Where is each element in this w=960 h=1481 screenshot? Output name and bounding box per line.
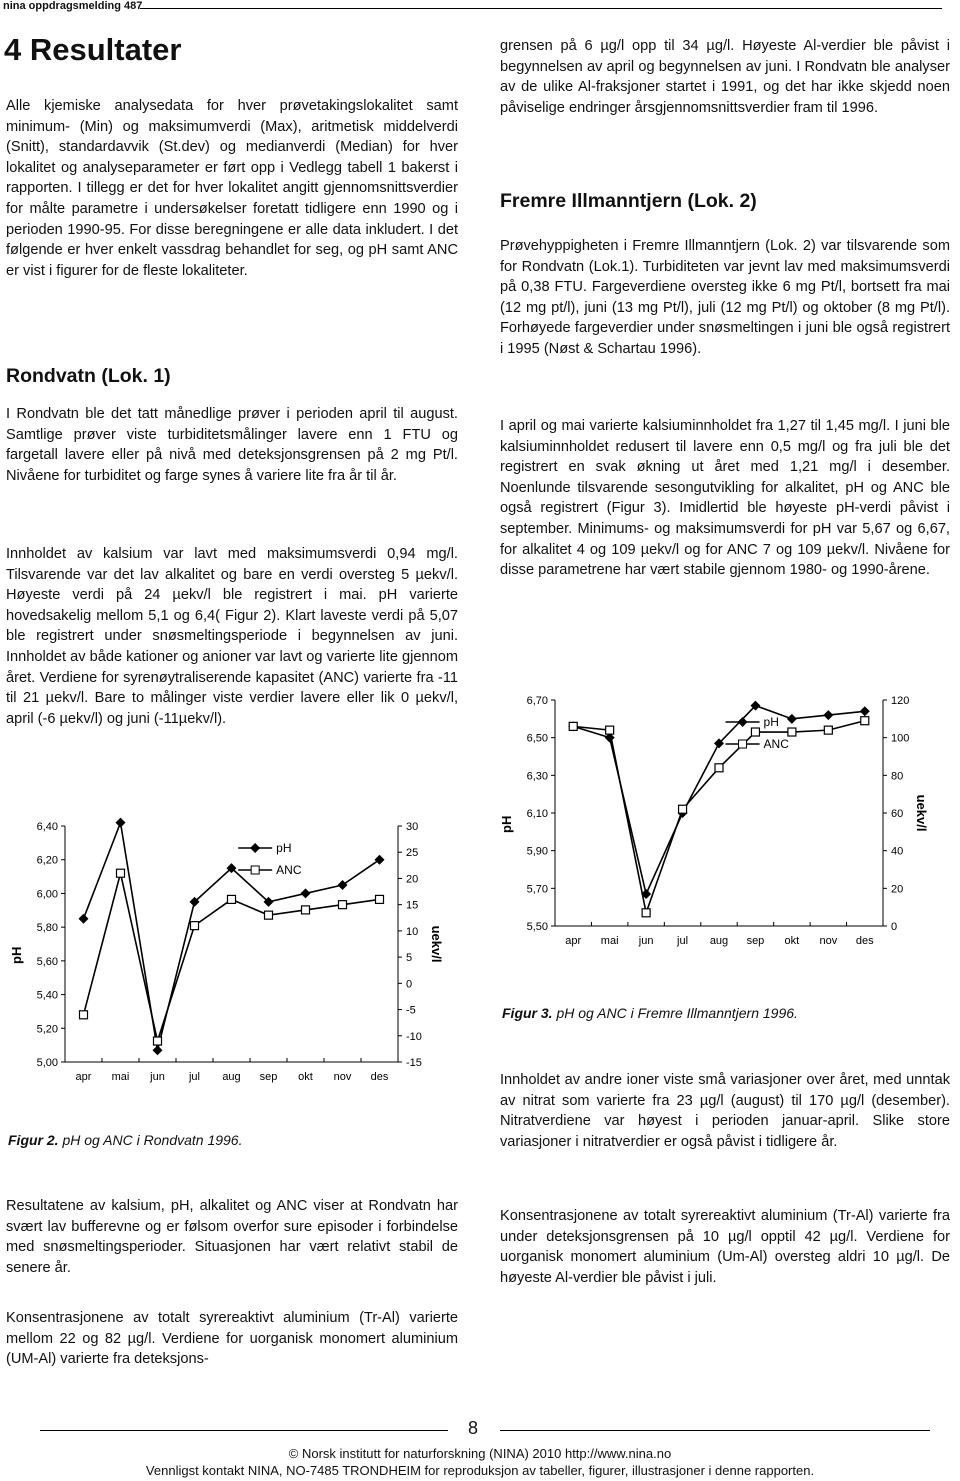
data-point-anc (715, 764, 723, 772)
y-tick-label: 6,30 (526, 770, 548, 783)
left-para2-block (6, 544, 458, 729)
y2-tick-label: 5 (406, 952, 413, 965)
right-para4-block (500, 1206, 950, 1288)
section-title-rondvatn: Rondvatn (Lok. 1) (6, 365, 171, 387)
y2-tick-label: 40 (891, 845, 904, 858)
y-tick-label: 5,80 (36, 922, 58, 935)
data-point-anc (339, 901, 347, 909)
y-tick-label: 5,90 (526, 845, 548, 858)
y2-tick-label: 20 (891, 883, 904, 896)
x-tick-label: jul (677, 935, 689, 947)
legend-marker (738, 717, 748, 727)
right-para3-block (500, 1070, 950, 1152)
data-point-anc (861, 717, 869, 725)
x-tick-label: mai (600, 935, 619, 947)
intro-paragraph: Alle kjemiske analysedata for hver prøvetakingslokalitet samt minimum- (Min) og maksimumverdi (Max), aritmetisk middelverdi (Snitt), standardavvik (St.dev) og medianverdi (Median) for hver lokalitet og analyseparameter er ført opp i Vedlegg tabell 1 bakerst i rapporten. I tillegg er det for hver lokalitet angitt gjennomsnittsverdier for målte parametre i undersøkelser foretatt tidligere enn 1990 og i perioden 1990-95. For disse beregningene er alle data inkludert. I det følgende er hver enkelt vassdrag behandlet for seg, og pH samt ANC er vist i figurer for de fleste lokaliteter. (6, 98, 458, 279)
x-tick-label: jun (150, 1071, 165, 1083)
data-point-anc (154, 1037, 162, 1045)
y2-tick-label: -15 (406, 1057, 422, 1069)
legend-marker (251, 866, 259, 874)
data-point-anc (191, 922, 199, 930)
data-point-anc (228, 895, 236, 903)
left-para4-block (6, 1308, 458, 1370)
x-tick-label: jun (638, 935, 654, 947)
figure-2-label: Figur 2. (8, 1132, 59, 1148)
figure-3-chart (495, 686, 955, 976)
data-point-anc (751, 728, 759, 736)
right-para1-block (500, 236, 950, 360)
y2-tick-label: 80 (891, 770, 904, 783)
footer-contact: Vennligst kontakt NINA, NO-7485 TRONDHEIM for reproduksjon av tabeller, figurer, illustrasjoner i denne rapporten. (145, 1463, 815, 1478)
y2-tick-label: 20 (406, 873, 419, 886)
y2-tick-label: 60 (891, 808, 904, 820)
data-point-ph (860, 706, 870, 716)
legend-marker (250, 843, 260, 853)
y2-tick-label: 10 (406, 925, 419, 938)
y2-tick-label: 120 (891, 695, 910, 707)
data-point-ph (79, 914, 89, 924)
x-tick-label: des (370, 1071, 389, 1083)
data-point-anc (376, 895, 384, 903)
fremre-paragraph-4: Konsentrasjonene av totalt syrereaktivt aluminium (Tr-Al) varierte fra under deteksjonsgrensen på 10 µg/l opptil 42 µg/l. Verdiene for uorganisk monomert aluminium (Um-Al) oversteg aldri 10 µg/l. De høyeste Al-verdier ble påvist i juli. (500, 1208, 950, 1286)
figure-3-caption (502, 1005, 798, 1021)
x-tick-label: okt (784, 935, 800, 947)
page-number-rule-left (40, 1430, 448, 1431)
data-point-ph (787, 714, 797, 724)
legend-label: ANC (763, 737, 789, 751)
x-tick-label: aug (222, 1071, 241, 1083)
y2-axis-label: uekv/l (914, 794, 929, 832)
y2-tick-label: 100 (891, 732, 910, 745)
x-tick-label: sep (259, 1071, 278, 1083)
data-point-anc (642, 909, 650, 917)
fremre-paragraph-2: I april og mai varierte kalsiuminnholdet fra 1,27 til 1,45 mg/l. I juni ble kalsiuminnholdet redusert til lavere enn 0,5 mg/l og fra juli ble det registrert en svak økning ut året med 1,21 mg/l i desember. Noenlunde tilsvarende sesongutvikling for alkalitet, pH og ANC ble også registrert (Figur 3). Imidlertid ble høyeste pH-verdi påvist i september. Minimums- og maksimumsverdi for pH var 5,67 og 6,67, for alkalitet 4 og 109 µekv/l og for ANC 7 og 109 µekv/l. Nivåene for disse parametrene har vært stabile gjennom 1980- og 1990-årene. (500, 418, 950, 579)
y2-axis-label: uekv/l (429, 925, 444, 963)
y-tick-label: 6,20 (36, 854, 58, 867)
data-point-anc (606, 726, 614, 734)
y2-tick-label: 25 (406, 847, 419, 860)
figure-2-text: pH og ANC i Rondvatn 1996. (62, 1132, 243, 1148)
page-number: 8 (468, 1418, 479, 1438)
y-axis-label: pH (499, 815, 514, 833)
data-point-anc (824, 726, 832, 734)
header-rule (140, 8, 942, 9)
y2-tick-label: 0 (891, 921, 898, 933)
legend-label: ANC (276, 863, 302, 877)
y-tick-label: 5,00 (36, 1057, 58, 1069)
page-number-rule-right (500, 1430, 930, 1431)
legend-label: pH (763, 715, 779, 729)
x-tick-label: aug (709, 935, 729, 947)
rondvatn-paragraph-4: Konsentrasjonene av totalt syrereaktivt aluminium (Tr-Al) varierte mellom 22 og 82 µg/l. Verdiene for uorganisk monomert aluminium (UM-Al) varierte fra deteksjons- (6, 1310, 458, 1368)
fremre-paragraph-1: Prøvehyppigheten i Fremre Illmanntjern (Lok. 2) var tilsvarende som for Rondvatn (Lok.1). Turbiditeten var jevnt lav med maksimumsverdi på 0,38 FTU. Fargeverdiene oversteg ikke 6 mg Pt/l, bortsett fra mai (12 mg pt/l), juni (13 mg Pt/l), juli (12 mg Pt/l) og oktober (8 mg Pt/l). Forhøyede fargeverdier under snøsmeltingen i juni ble også registrert i 1995 (Nøst & Schartau 1996). (500, 238, 950, 357)
y2-tick-label: 30 (406, 821, 419, 833)
left-para3-block (6, 1196, 458, 1278)
data-point-anc (569, 722, 577, 730)
legend-marker (739, 740, 747, 748)
x-tick-label: nov (819, 935, 838, 947)
x-tick-label: okt (298, 1071, 313, 1083)
y2-tick-label: 0 (406, 978, 413, 991)
left-intro (6, 96, 458, 281)
fremre-paragraph-3: Innholdet av andre ioner viste små variasjoner over året, med unntak av nitrat som varierte fra 23 µg/l (august) til 170 µg/l (desember). Nitratverdiene var høyest i perioden januar-april. Slike store variasjoner i nitratverdier er også påvist i tidligere år. (500, 1072, 950, 1150)
y-tick-label: 5,40 (36, 989, 58, 1002)
y-tick-label: 6,50 (526, 732, 548, 745)
series-line-anc (573, 721, 865, 913)
y-tick-label: 5,50 (526, 921, 548, 933)
running-header: nina oppdragsmelding 487 (3, 0, 143, 12)
x-tick-label: apr (565, 935, 582, 947)
rondvatn-paragraph-1: I Rondvatn ble det tatt månedlige prøver i perioden april til august. Samtlige prøver viste turbiditetsmålinger lavere enn 1 FTU og fargetall lavere eller på nivå med deteksjonsgrensen på 2 mg Pt/l. Nivåene for turbiditet og farge synes å variere lite fra år til år. (6, 406, 458, 484)
figure-3-label: Figur 3. (502, 1005, 553, 1021)
series-line-ph (573, 706, 865, 894)
figure-2-chart (0, 812, 470, 1102)
footer-copyright: © Norsk institutt for naturforskning (NINA) 2010 http://www.nina.no (288, 1446, 672, 1461)
y-tick-label: 5,70 (526, 883, 548, 896)
rondvatn-paragraph-2: Innholdet av kalsium var lavt med maksimumsverdi 0,94 mg/l. Tilsvarende var det lav alkalitet og bare en verdi oversteg 5 µekv/l. Høyeste verdi på 24 µekv/l ble registrert i mai. pH varierte hovedsakelig mellom 5,1 og 6,4( Figur 2). Klart laveste verdi på 5,07 ble registrert under snøsmeltingsperiode i begynnelsen av juni. Innholdet av både kationer og anioner var lavt og varierte lite gjennom året. Verdiene for syrenøytraliserende kapasitet (ANC) varierte fra -11 til 21 µekv/l. Bare to målinger viste verdier lavere eller lik 0 µekv/l, april (-6 µekv/l) og juni (-11µekv/l). (6, 546, 458, 727)
y2-tick-label: -10 (406, 1030, 422, 1043)
data-point-anc (679, 805, 687, 813)
left-para1-block (6, 404, 458, 486)
continued-paragraph: grensen på 6 µg/l opp til 34 µg/l. Høyeste Al-verdier ble påvist i begynnelsen av april og begynnelsen av juni. I Rondvatn ble analyser av de ulike Al-fraksjoner startet i 1991, og det har ikke skjedd noen påviselige endringer årsgjennomsnittsverdier fram til 1996. (500, 38, 950, 116)
x-tick-label: apr (75, 1071, 92, 1083)
series-line-ph (84, 823, 380, 1051)
figure-2-caption (8, 1132, 242, 1148)
y2-tick-label: -5 (406, 1004, 416, 1017)
data-point-anc (80, 1011, 88, 1019)
y-tick-label: 6,40 (36, 821, 58, 833)
data-point-anc (265, 911, 273, 919)
data-point-ph (116, 818, 126, 828)
data-point-anc (117, 869, 125, 877)
y2-tick-label: 15 (406, 899, 419, 912)
y-tick-label: 6,00 (36, 888, 58, 901)
rondvatn-paragraph-3: Resultatene av kalsium, pH, alkalitet og ANC viser at Rondvatn har svært lav bufferevne og er følsom overfor sure episoder i forbindelse med snøsmeltingsperioder. Situasjonen har vært relativt stabil de senere år. (6, 1198, 458, 1276)
x-tick-label: jul (188, 1071, 201, 1083)
legend-label: pH (276, 841, 292, 855)
x-tick-label: nov (333, 1071, 352, 1083)
y-tick-label: 5,20 (36, 1023, 58, 1036)
x-tick-label: sep (746, 935, 765, 947)
data-point-ph (301, 888, 311, 898)
right-para2-block (500, 416, 950, 581)
x-tick-label: des (855, 935, 874, 947)
data-point-ph (153, 1045, 163, 1055)
y-axis-label: pH (9, 946, 24, 964)
y-tick-label: 5,60 (36, 955, 58, 968)
data-point-anc (302, 906, 310, 914)
y-tick-label: 6,70 (526, 695, 548, 707)
data-point-ph (375, 855, 385, 865)
section-title-fremre: Fremre Illmanntjern (Lok. 2) (500, 190, 757, 212)
page-title: 4 Resultater (4, 32, 182, 67)
right-para0-block (500, 36, 950, 118)
data-point-ph (338, 880, 348, 890)
data-point-anc (788, 728, 796, 736)
x-tick-label: mai (111, 1071, 130, 1083)
data-point-ph (823, 710, 833, 720)
y-tick-label: 6,10 (526, 808, 548, 820)
figure-3-text: pH og ANC i Fremre Illmanntjern 1996. (556, 1005, 798, 1021)
